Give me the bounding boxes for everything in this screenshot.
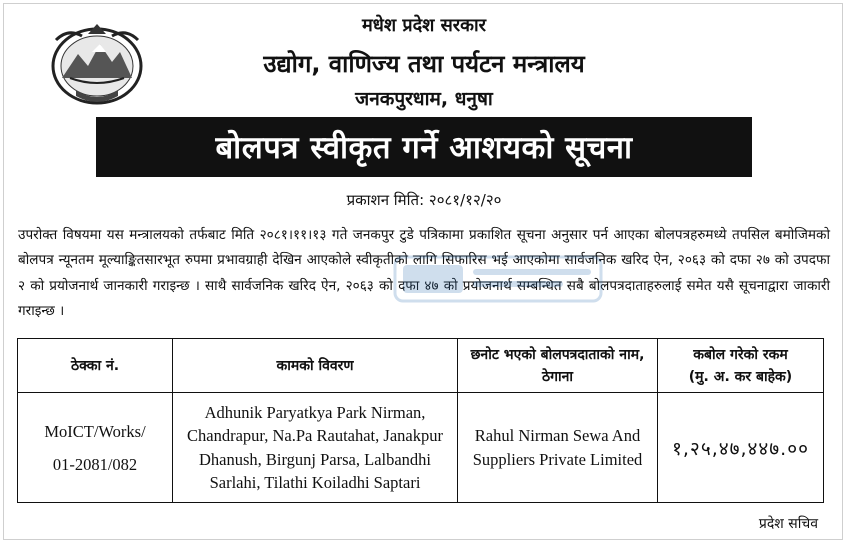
government-name: मधेश प्रदेश सरकार — [361, 15, 487, 36]
contract-no-line2: 01-2081/082 — [52, 454, 138, 474]
office-location: जनकपुरधाम, धनुषा — [355, 88, 493, 110]
signature-title: प्रदेश सचिव — [758, 516, 818, 532]
cell-description: Adhunik Paryatkya Park Nirman, Chandrapur, Na.Pa Rautahat, Janakpur Dhanush, Birgunj Parsa, Lalbandhi Sarlahi, Tilathi Koiladhi Saptari — [173, 393, 458, 503]
bid-award-table — [17, 338, 824, 503]
cell-contract-no — [18, 393, 173, 503]
cell-bidder: Rahul Nirman Sewa And Suppliers Private Limited — [458, 393, 658, 503]
notice-title: बोलपत्र स्वीकृत गर्ने आशयको सूचना — [215, 130, 633, 166]
contract-no-line1: MoICT/Works/ — [44, 421, 146, 441]
header-description: कामको विवरण — [173, 339, 458, 393]
header-amount-label: कबोल गरेको रकम — [693, 346, 788, 363]
header-bidder: छनोट भएको बोलपत्रदाताको नाम, ठेगाना — [458, 339, 658, 393]
header-contract-no: ठेक्का नं. — [18, 339, 173, 393]
header-amount — [658, 339, 824, 393]
publication-date: प्रकाशन मिति: २०८१/१२/२० — [346, 191, 502, 209]
header-amount-note: (मु. अ. कर बाहेक) — [688, 368, 793, 385]
cell-amount: १,२५,४७,४४७.०० — [658, 393, 824, 503]
table-row — [18, 393, 824, 503]
notice-body-paragraph: उपरोक्त विषयमा यस मन्त्रालयको तर्फबाट मिति २०८१।११।१३ गते जनकपुर टुडे पत्रिकामा प्रकाशित सूचना अनुसार पर्न आएका बोलपत्रहरुमध्ये तपसिल बमोजिमको बोलपत्र न्यूनतम मूल्याङ्कितसारभूत रुपमा प्रभावग्राही देखिन आएकोले स्वीकृतीको लागि सिफारिस भई आएकोमा सार्वजनिक खरिद ऐन, २०६३ को दफा २७ को उपदफा २ को प्रयोजनार्थ जानकारी गराइन्छ । साथै सार्वजनिक खरिद ऐन, २०६३ को दफा ४७ को प्रयोजनार्थ सम्बन्धित सबै बोलपत्रदाताहरुलाई समेत यसै सूचनाद्वारा जाकारी गराइन्छ । — [18, 227, 830, 319]
ministry-name: उद्योग, वाणिज्य तथा पर्यटन मन्त्रालय — [263, 50, 585, 78]
table-header-row — [18, 339, 824, 393]
notice-title-banner — [96, 117, 752, 177]
